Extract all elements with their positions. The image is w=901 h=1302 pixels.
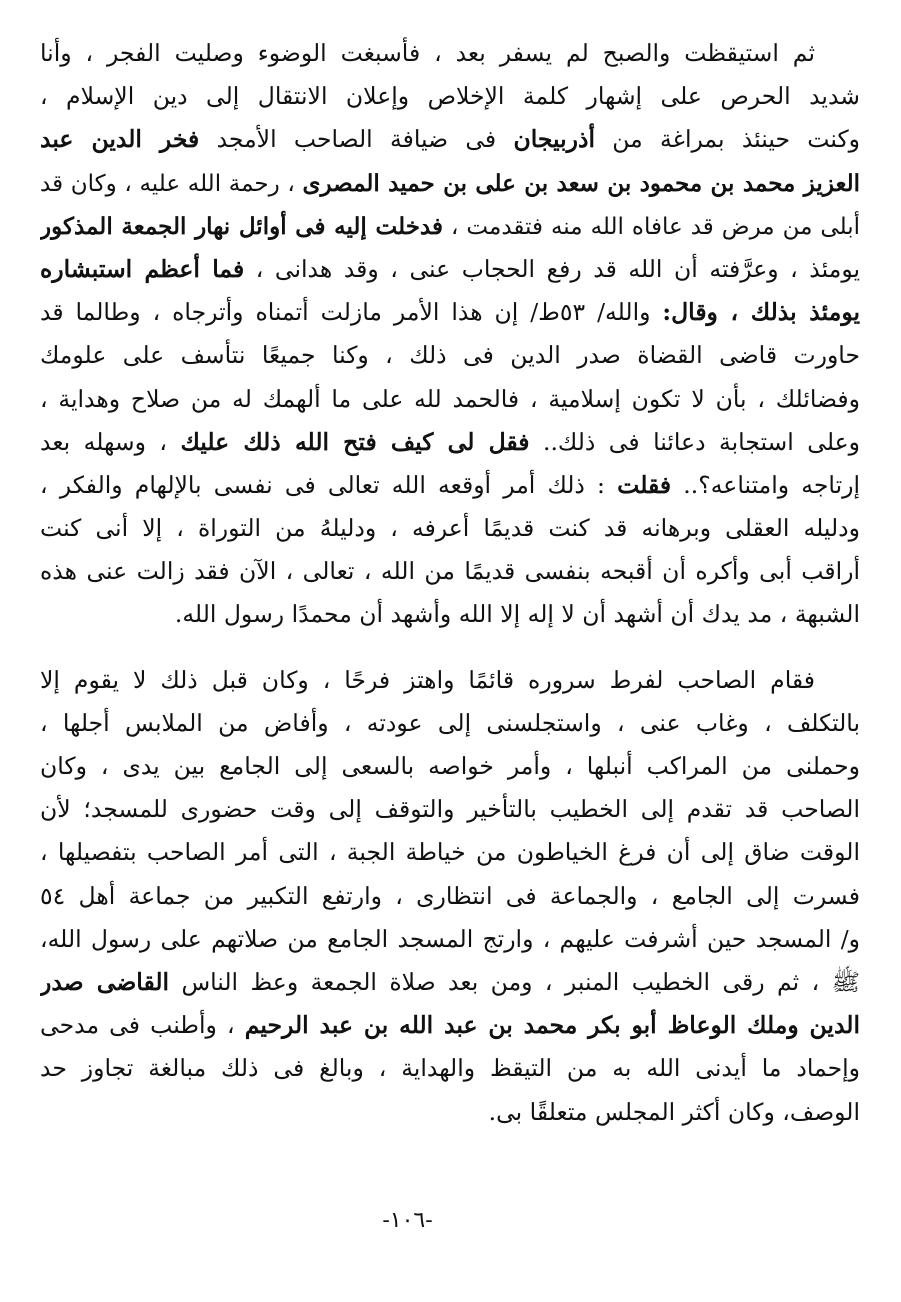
text-line: فقام الصاحب لفرط سروره قائمًا واهتز فرحًا ، وكان قبل ذلك لا يقوم إلا xyxy=(40,665,815,694)
document-page xyxy=(40,32,860,1134)
text-line xyxy=(40,291,860,334)
person-name: القاضى صدر xyxy=(40,967,170,996)
bold-phrase: يومئذ بذلك ، وقال: xyxy=(662,298,860,327)
text-line: الشبهة ، مد يدك أن أشهد أن لا إله إلا الله وأشهد أن محمدًا رسول الله. xyxy=(174,600,860,629)
text-line: وإحماد ما أيدنى الله به من التيقظ والهداية ، وبالغ فى ذلك مبالغة تجاوز حد xyxy=(40,1054,860,1083)
text-line: الوقت ضاق إلى أن فرغ الخياطون من خياطة الجبة ، التى أمر الصاحب بتفصيلها ، xyxy=(40,838,860,867)
text-line xyxy=(40,1004,860,1047)
text-line xyxy=(40,205,860,248)
text-run: إرتاجه وامتناعه؟.. xyxy=(671,470,860,499)
bold-phrase: فدخلت إليه فى أوائل نهار الجمعة المذكور xyxy=(40,212,443,240)
text-line: وحملنى من المراكب أنبلها ، وأمر خواصه بالسعى إلى الجامع بين يدى ، وكان xyxy=(40,752,860,780)
text-run: ، رحمة الله عليه ، وكان قد xyxy=(40,170,303,197)
text-line xyxy=(40,248,860,291)
person-name: الدين وملك الوعاظ أبو بكر محمد بن عبد الله بن عبد الرحيم xyxy=(244,1011,860,1040)
text-line: حاورت قاضى القضاة صدر الدين فى ذلك ، وكنا جميعًا نتأسف على علومك xyxy=(40,341,860,370)
text-line: ودليله العقلى وبرهانه قد كنت قديمًا أعرفه ، ودليلهُ من التوراة ، إلا أنى كنت xyxy=(40,514,860,543)
text-line xyxy=(40,464,860,507)
bold-phrase: فقل لى كيف فتح الله ذلك عليك xyxy=(180,427,530,456)
bold-phrase: فقلت xyxy=(617,470,672,499)
person-name: فخر الدين عبد xyxy=(40,125,200,154)
text-run: وكنت حينئذ بمراغة من xyxy=(595,125,860,154)
text-run: والله/ ٥٣ط/ إن هذا الأمر مازلت أتمناه وأترجاه ، وطالما قد xyxy=(40,298,663,327)
text-run: ، وسهله بعد xyxy=(40,427,181,456)
paragraph-gap xyxy=(40,637,860,659)
text-run: وعلى استجابة دعائنا فى ذلك.. xyxy=(529,427,860,456)
text-line xyxy=(40,162,860,205)
text-line xyxy=(40,118,860,161)
text-run: يومئذ ، وعرَّفته أن الله قد رفع الحجاب عنى ، وقد هدانى ، xyxy=(244,254,860,283)
text-line: شديد الحرص على إشهار كلمة الإخلاص وإعلان الانتقال إلى دين الإسلام ، xyxy=(40,82,860,111)
text-line: الوصف، وكان أكثر المجلس متعلقًا بى. xyxy=(488,1097,860,1126)
text-run: : ذلك أمر أوقعه الله تعالى فى نفسى بالإلهام والفكر ، xyxy=(40,470,618,499)
text-line xyxy=(40,961,860,1004)
person-name: العزيز محمد بن محمود بن سعد بن على بن حميد المصرى xyxy=(302,169,860,197)
paragraph-2 xyxy=(40,659,860,1134)
place-name: أذربيجان xyxy=(513,125,595,154)
text-run: ، وأطنب فى مدحى xyxy=(40,1011,245,1040)
paragraph-1 xyxy=(40,32,860,637)
text-line: ثم استيقظت والصبح لم يسفر بعد ، فأسبغت الوضوء وصليت الفجر ، وأنا xyxy=(40,39,815,67)
text-line: و/ المسجد حين أشرفت عليهم ، وارتج المسجد الجامع من صلاتهم على رسول الله، xyxy=(40,924,860,953)
bold-phrase: فما أعظم استبشاره xyxy=(40,254,245,283)
text-run: فى ضيافة الصاحب الأمجد xyxy=(199,125,514,154)
text-run: أبلى من مرض قد عافاه الله منه فتقدمت ، xyxy=(443,213,860,240)
text-line: وفضائلك ، بأن لا تكون إسلامية ، فالحمد لله على ما ألهمك له من صلاح وهداية ، xyxy=(40,384,860,413)
text-line: الصاحب قد تقدم إلى الخطيب بالتأخير والتوقف إلى وقت حضورى للمسجد؛ لأن xyxy=(40,795,860,824)
text-line: بالتكلف ، وغاب عنى ، واستجلسنى إلى عودته ، وأفاض من الملابس أجلها ، xyxy=(40,708,860,737)
page-number: -١٠٦- xyxy=(382,1208,433,1233)
text-line xyxy=(40,421,860,464)
text-line: فسرت إلى الجامع ، والجماعة فى انتظارى ، وارتفع التكبير من جماعة أهل ٥٤ xyxy=(40,881,860,910)
text-run: ﷺ ، ثم رقى الخطيب المنبر ، ومن بعد صلاة الجمعة وعظ الناس xyxy=(169,967,860,996)
text-line: أراقب أبى وأكره أن أقبحه بنفسى قديمًا من الله ، تعالى ، الآن فقد زالت عنى هذه xyxy=(40,557,860,586)
